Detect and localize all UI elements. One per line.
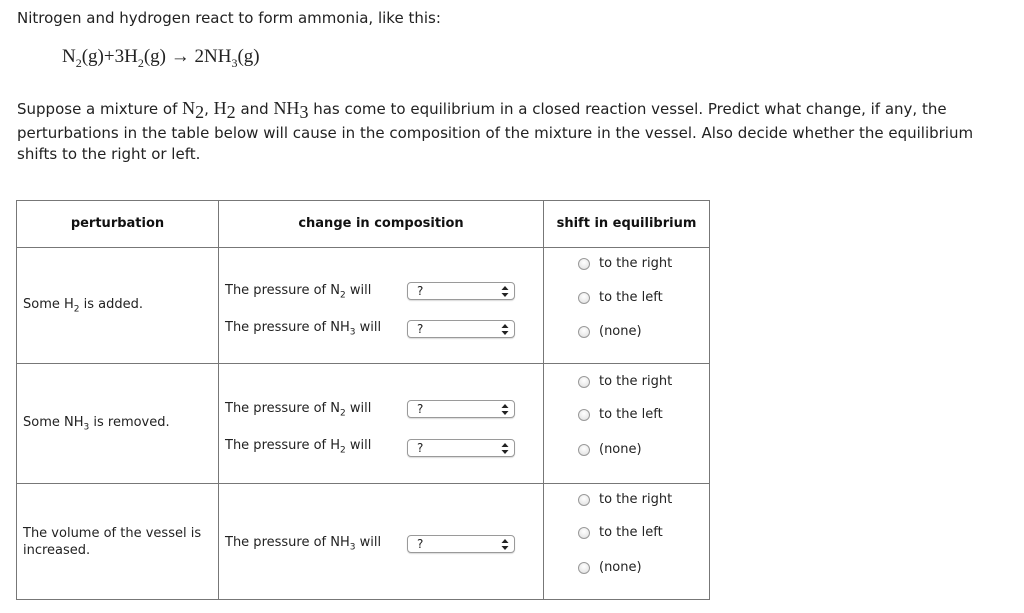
- radio-button[interactable]: [578, 409, 590, 421]
- radio-button[interactable]: [578, 444, 590, 456]
- perturbation-cell: Some $NH_3$ is removed.: [23, 415, 170, 433]
- perturbation-cell: Some $H_2$ is added.: [23, 297, 144, 315]
- change-label: The pressure of $H_2$ will: [225, 438, 372, 456]
- header-shift: shift in equilibrium: [556, 216, 697, 231]
- change-select[interactable]: ?: [407, 320, 515, 338]
- radio-button[interactable]: [578, 494, 590, 506]
- change-select[interactable]: ?: [407, 535, 515, 553]
- updown-arrows-icon: [501, 286, 509, 297]
- radio-button[interactable]: [578, 376, 590, 388]
- perturbation-table: perturbation change in composition shift in equilibrium Some $H_2$ is added. The pressure of $N_2$ will ? The pressure of $NH_3$ will ? to the right to the left (none) Some $NH_3$ is removed. The pressure of $N_2$ will ? The pressure of $H_2$ will ? to the right to the left (none) The volume of the vessel is increased. The pressure of $NH_3$ will ? to the right to the left (none): [16, 200, 710, 600]
- header-perturbation: perturbation: [70, 216, 165, 231]
- radio-button[interactable]: [578, 258, 590, 270]
- perturbation-cell: The volume of the vessel is increased.: [23, 526, 202, 558]
- updown-arrows-icon: [501, 404, 509, 415]
- updown-arrows-icon: [501, 324, 509, 335]
- radio-button[interactable]: [578, 326, 590, 338]
- radio-button[interactable]: [578, 527, 590, 539]
- change-select[interactable]: ?: [407, 282, 515, 300]
- radio-button[interactable]: [578, 292, 590, 304]
- header-change: change in composition: [298, 216, 464, 231]
- reaction-arrow: →: [170, 46, 190, 67]
- question-prompt: Suppose a mixture of $N_2$, $H_2$ and $NH_3$ has come to equilibrium in a closed reaction vessel. Predict what change, if any, the perturbations in the table below will cause in the composition of the mixture in the vessel. Also decide whether the equilibrium shifts to the right or left.: [17, 98, 974, 163]
- reaction-equation: $N_2(g)+3H_2(g) \to 2NH_3(g)$: [62, 46, 260, 70]
- change-label: The pressure of $NH_3$ will: [225, 535, 382, 553]
- change-select[interactable]: ?: [407, 439, 515, 457]
- change-label: The pressure of $N_2$ will: [225, 401, 372, 419]
- change-select[interactable]: ?: [407, 400, 515, 418]
- change-label: The pressure of $NH_3$ will: [225, 320, 382, 338]
- radio-button[interactable]: [578, 562, 590, 574]
- updown-arrows-icon: [501, 443, 509, 454]
- intro-text: Nitrogen and hydrogen react to form ammonia, like this:: [17, 9, 441, 27]
- updown-arrows-icon: [501, 539, 509, 550]
- change-label: The pressure of $N_2$ will: [225, 283, 372, 301]
